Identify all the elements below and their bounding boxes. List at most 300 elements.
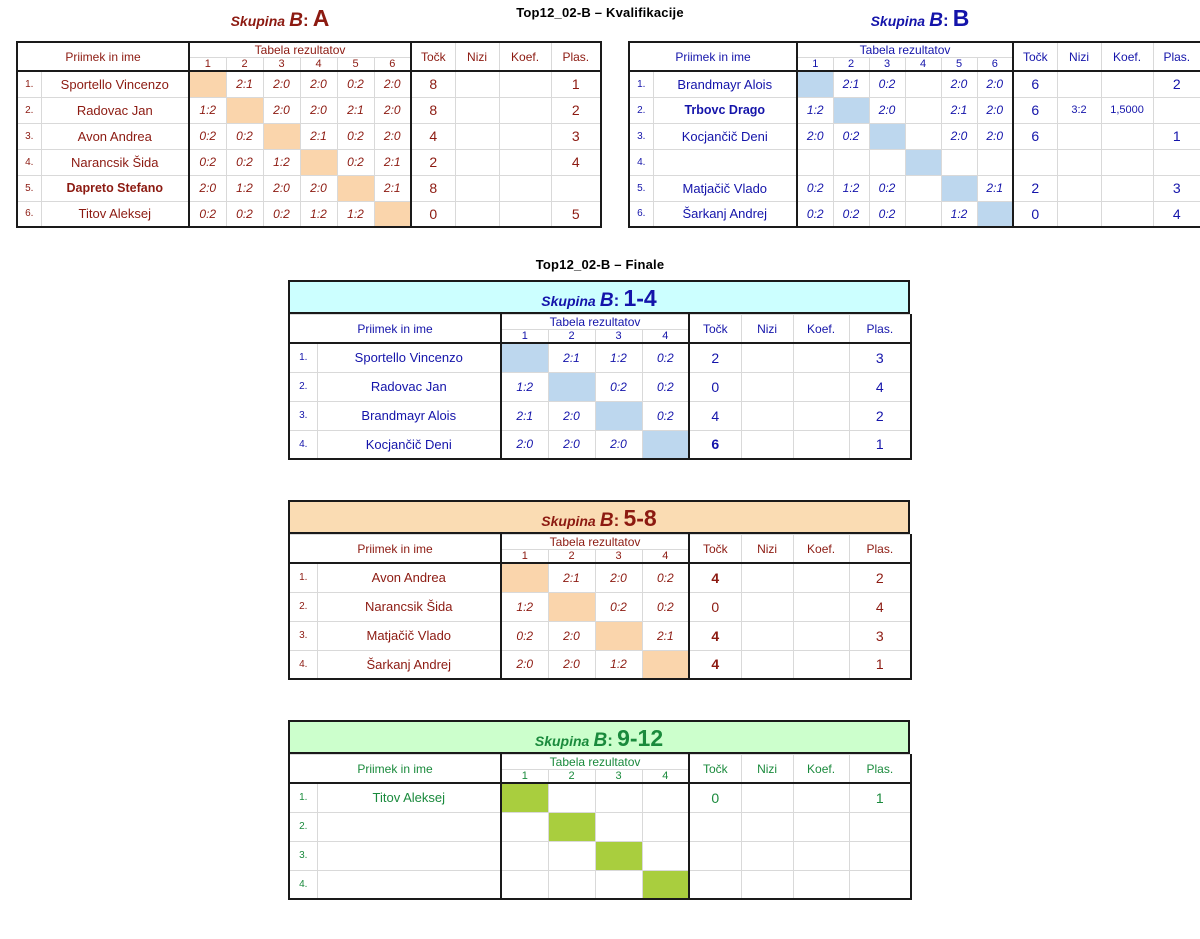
- coef-value: [499, 175, 551, 201]
- sets-value: [741, 650, 793, 679]
- col-num-2: 2: [548, 550, 595, 564]
- rank-value: 5: [551, 201, 601, 227]
- coef-value: [499, 97, 551, 123]
- score-cell: [869, 149, 905, 175]
- score-cell: 2:1: [501, 401, 548, 430]
- player-name: Titov Aleksej: [41, 201, 189, 227]
- sets-value: [455, 149, 499, 175]
- table-row[interactable]: [289, 783, 911, 812]
- points-value: 6: [689, 430, 741, 459]
- score-cell: 1:2: [189, 97, 226, 123]
- col-header-coef: Koef.: [499, 42, 551, 71]
- col-num-3: 3: [263, 58, 300, 72]
- finale-9-12-colon: :: [607, 731, 613, 750]
- points-value: 4: [689, 563, 741, 592]
- score-cell: 0:2: [797, 175, 833, 201]
- col-num-1: 1: [501, 330, 548, 344]
- score-cell: 0:2: [833, 123, 869, 149]
- score-cell: 2:0: [501, 430, 548, 459]
- score-cell: 2:0: [374, 97, 411, 123]
- col-num-4: 4: [642, 770, 689, 784]
- player-name: Brandmayr Alois: [653, 71, 797, 97]
- rank-value: 2: [1153, 71, 1200, 97]
- row-index: 6.: [17, 201, 41, 227]
- col-num-2: 2: [833, 58, 869, 72]
- points-value: 0: [411, 201, 455, 227]
- score-cell: 2:0: [548, 621, 595, 650]
- row-index: 2.: [289, 592, 317, 621]
- col-header-points: Točk: [411, 42, 455, 71]
- score-cell: 1:2: [797, 97, 833, 123]
- col-header-results: Tabela rezultatov: [797, 42, 1013, 58]
- sets-value: [741, 430, 793, 459]
- col-num-1: 1: [797, 58, 833, 72]
- score-cell: 2:1: [548, 343, 595, 372]
- col-header-coef: Koef.: [793, 535, 849, 564]
- group-a-title-value: A: [312, 5, 330, 31]
- player-name: Dapreto Stefano: [41, 175, 189, 201]
- col-header-points: Točk: [1013, 42, 1057, 71]
- diagonal-cell: [595, 841, 642, 870]
- player-name: [317, 812, 501, 841]
- score-cell: 2:1: [941, 97, 977, 123]
- player-name: Narancsik Šida: [317, 592, 501, 621]
- score-cell: [941, 149, 977, 175]
- table-row[interactable]: [629, 175, 1200, 201]
- score-cell: [595, 870, 642, 899]
- qualification-table-b-wrap: [628, 41, 1200, 228]
- table-row[interactable]: [289, 430, 911, 459]
- col-header-sets: Nizi: [455, 42, 499, 71]
- finale-9-12-table: [288, 754, 912, 900]
- score-cell: [548, 783, 595, 812]
- table-row[interactable]: [629, 97, 1200, 123]
- finale-9-12-wrap: [288, 720, 912, 900]
- sets-value: [1057, 175, 1101, 201]
- score-cell: 0:2: [595, 372, 642, 401]
- score-cell: 1:2: [501, 592, 548, 621]
- table-row[interactable]: [289, 812, 911, 841]
- qualification-table-a: [16, 41, 602, 228]
- row-index: 4.: [289, 430, 317, 459]
- score-cell: [642, 841, 689, 870]
- score-cell: 2:0: [374, 123, 411, 149]
- col-header-name: Priimek in ime: [629, 42, 797, 71]
- score-cell: 0:2: [337, 123, 374, 149]
- rank-value: [849, 841, 911, 870]
- score-cell: 0:2: [189, 149, 226, 175]
- diagonal-cell: [905, 149, 941, 175]
- sets-value: [1057, 71, 1101, 97]
- score-cell: [905, 123, 941, 149]
- qualification-table-b-head: [629, 42, 1200, 71]
- row-index: 4.: [289, 650, 317, 679]
- diagonal-cell: [226, 97, 263, 123]
- finale-1-4-colon: :: [613, 291, 620, 310]
- diagonal-cell: [548, 372, 595, 401]
- sets-value: [741, 621, 793, 650]
- table-row[interactable]: [17, 201, 601, 227]
- score-cell: 0:2: [642, 401, 689, 430]
- table-row[interactable]: [17, 97, 601, 123]
- col-header-sets: Nizi: [741, 535, 793, 564]
- group-b-colon: :: [942, 11, 949, 30]
- score-cell: 2:0: [977, 71, 1013, 97]
- score-cell: 2:0: [977, 97, 1013, 123]
- group-a-group-letter: B: [289, 10, 303, 31]
- table-row[interactable]: [289, 870, 911, 899]
- qualification-table-a-head: [17, 42, 601, 71]
- coef-value: [793, 650, 849, 679]
- score-cell: 1:2: [595, 343, 642, 372]
- sets-value: [455, 175, 499, 201]
- table-row[interactable]: [289, 343, 911, 372]
- row-index: 1.: [289, 343, 317, 372]
- player-name: [653, 149, 797, 175]
- rank-value: 1: [849, 650, 911, 679]
- col-num-5: 5: [337, 58, 374, 72]
- points-value: 8: [411, 71, 455, 97]
- coef-value: [793, 621, 849, 650]
- col-header-results: Tabela rezultatov: [189, 42, 411, 58]
- score-cell: 2:0: [548, 430, 595, 459]
- header-row-top: [289, 315, 911, 330]
- sets-value: [741, 343, 793, 372]
- rank-value: 3: [849, 343, 911, 372]
- col-num-6: 6: [977, 58, 1013, 72]
- col-num-4: 4: [642, 330, 689, 344]
- score-cell: [501, 870, 548, 899]
- finale-1-4-head: [289, 315, 911, 344]
- score-cell: 1:2: [501, 372, 548, 401]
- player-name: Trbovc Drago: [653, 97, 797, 123]
- finale-5-8-group-letter: B: [599, 510, 614, 531]
- score-cell: [833, 149, 869, 175]
- rank-value: [1153, 97, 1200, 123]
- diagonal-cell: [642, 650, 689, 679]
- player-name: Avon Andrea: [41, 123, 189, 149]
- score-cell: 2:0: [595, 563, 642, 592]
- score-cell: 2:0: [941, 71, 977, 97]
- sets-value: [741, 870, 793, 899]
- rank-value: 1: [849, 783, 911, 812]
- col-num-3: 3: [595, 330, 642, 344]
- coef-value: [1101, 175, 1153, 201]
- rank-value: 2: [849, 401, 911, 430]
- score-cell: 2:0: [263, 175, 300, 201]
- score-cell: 2:1: [548, 563, 595, 592]
- col-header-name: Priimek in ime: [289, 755, 501, 784]
- row-index: 2.: [17, 97, 41, 123]
- coef-value: [499, 71, 551, 97]
- score-cell: 2:1: [374, 149, 411, 175]
- header-row-top: [289, 535, 911, 550]
- col-header-sets: Nizi: [741, 755, 793, 784]
- finale-1-4-title-value: 1-4: [623, 285, 657, 311]
- score-cell: 0:2: [226, 149, 263, 175]
- sets-value: [1057, 149, 1101, 175]
- coef-value: [793, 841, 849, 870]
- score-cell: 0:2: [189, 201, 226, 227]
- rank-value: 4: [1153, 201, 1200, 227]
- rank-value: [1153, 149, 1200, 175]
- row-index: 3.: [289, 621, 317, 650]
- group-a-colon: :: [302, 11, 309, 30]
- finale-1-4-bar: [288, 280, 910, 314]
- score-cell: 2:1: [337, 97, 374, 123]
- score-cell: 1:2: [833, 175, 869, 201]
- score-cell: 2:1: [300, 123, 337, 149]
- table-row[interactable]: [289, 563, 911, 592]
- coef-value: [793, 812, 849, 841]
- col-num-4: 4: [905, 58, 941, 72]
- row-index: 4.: [629, 149, 653, 175]
- score-cell: [595, 783, 642, 812]
- coef-value: [499, 123, 551, 149]
- group-b-title-value: B: [952, 5, 970, 31]
- score-cell: 0:2: [642, 372, 689, 401]
- row-index: 2.: [289, 812, 317, 841]
- rank-value: 2: [551, 97, 601, 123]
- points-value: 6: [1013, 97, 1057, 123]
- table-row[interactable]: [289, 372, 911, 401]
- finale-5-8-wrap: [288, 500, 912, 680]
- sets-value: [455, 97, 499, 123]
- col-header-coef: Koef.: [1101, 42, 1153, 71]
- score-cell: 2:1: [642, 621, 689, 650]
- col-header-name: Priimek in ime: [289, 315, 501, 344]
- finale-1-4-group-letter: B: [599, 290, 614, 311]
- sets-value: [741, 401, 793, 430]
- finale-9-12-title-value: 9-12: [617, 725, 664, 751]
- col-num-6: 6: [374, 58, 411, 72]
- diagonal-cell: [595, 401, 642, 430]
- score-cell: [905, 201, 941, 227]
- score-cell: 1:2: [226, 175, 263, 201]
- col-num-4: 4: [300, 58, 337, 72]
- points-value: 0: [689, 783, 741, 812]
- player-name: Avon Andrea: [317, 563, 501, 592]
- finale-9-12-bar: [288, 720, 910, 754]
- row-index: 1.: [289, 563, 317, 592]
- points-value: 2: [411, 149, 455, 175]
- table-row[interactable]: [289, 841, 911, 870]
- group-b-group-letter: B: [929, 10, 943, 31]
- row-index: 4.: [17, 149, 41, 175]
- score-cell: 0:2: [189, 123, 226, 149]
- coef-value: [793, 430, 849, 459]
- table-row[interactable]: [17, 175, 601, 201]
- header-row-top: [17, 42, 601, 58]
- col-header-rank: Plas.: [849, 755, 911, 784]
- finale-1-4-table: [288, 314, 912, 460]
- diagonal-cell: [189, 71, 226, 97]
- score-cell: 0:2: [263, 201, 300, 227]
- table-row[interactable]: [629, 71, 1200, 97]
- table-row[interactable]: [17, 123, 601, 149]
- header-row-top: [289, 755, 911, 770]
- qualification-table-a-body: [17, 71, 601, 227]
- score-cell: [501, 841, 548, 870]
- table-row[interactable]: [289, 650, 911, 679]
- sets-value: [741, 592, 793, 621]
- score-cell: 2:0: [797, 123, 833, 149]
- col-num-1: 1: [189, 58, 226, 72]
- diagonal-cell: [869, 123, 905, 149]
- score-cell: [642, 812, 689, 841]
- diagonal-cell: [300, 149, 337, 175]
- score-cell: [905, 97, 941, 123]
- col-num-3: 3: [869, 58, 905, 72]
- player-name: Šarkanj Andrej: [317, 650, 501, 679]
- coef-value: [793, 592, 849, 621]
- score-cell: 0:2: [869, 71, 905, 97]
- player-name: Šarkanj Andrej: [653, 201, 797, 227]
- score-cell: 2:0: [869, 97, 905, 123]
- row-index: 4.: [289, 870, 317, 899]
- coef-value: 1,5000: [1101, 97, 1153, 123]
- col-header-rank: Plas.: [849, 535, 911, 564]
- table-row[interactable]: [289, 401, 911, 430]
- group-a-caption: [40, 5, 520, 32]
- score-cell: 1:2: [595, 650, 642, 679]
- score-cell: 1:2: [263, 149, 300, 175]
- col-num-1: 1: [501, 550, 548, 564]
- col-header-name: Priimek in ime: [17, 42, 189, 71]
- col-num-2: 2: [548, 330, 595, 344]
- coef-value: [793, 372, 849, 401]
- col-header-coef: Koef.: [793, 315, 849, 344]
- sets-value: [741, 841, 793, 870]
- score-cell: 0:2: [869, 201, 905, 227]
- finale-1-4-wrap: [288, 280, 912, 460]
- score-cell: 1:2: [300, 201, 337, 227]
- col-header-name: Priimek in ime: [289, 535, 501, 564]
- col-header-coef: Koef.: [793, 755, 849, 784]
- coef-value: [1101, 149, 1153, 175]
- diagonal-cell: [797, 71, 833, 97]
- finale-9-12-group-letter: B: [593, 730, 608, 751]
- sets-value: [741, 812, 793, 841]
- qualification-page-title: Top12_02-B – Kvalifikacije: [516, 5, 684, 20]
- player-name: Radovac Jan: [317, 372, 501, 401]
- points-value: 4: [689, 650, 741, 679]
- score-cell: [595, 812, 642, 841]
- score-cell: 2:1: [833, 71, 869, 97]
- rank-value: 3: [551, 123, 601, 149]
- points-value: [689, 870, 741, 899]
- score-cell: 2:0: [548, 650, 595, 679]
- col-header-sets: Nizi: [1057, 42, 1101, 71]
- table-row[interactable]: [17, 149, 601, 175]
- score-cell: 0:2: [337, 149, 374, 175]
- score-cell: 0:2: [226, 201, 263, 227]
- finale-5-8-bar: [288, 500, 910, 534]
- row-index: 3.: [17, 123, 41, 149]
- score-cell: 2:1: [977, 175, 1013, 201]
- finale-9-12-body: [289, 783, 911, 899]
- score-cell: [797, 149, 833, 175]
- table-row[interactable]: [289, 621, 911, 650]
- sets-value: [1057, 123, 1101, 149]
- player-name: Matjačič Vlado: [653, 175, 797, 201]
- score-cell: 0:2: [642, 592, 689, 621]
- score-cell: 0:2: [797, 201, 833, 227]
- row-index: 1.: [17, 71, 41, 97]
- player-name: Brandmayr Alois: [317, 401, 501, 430]
- col-header-results: Tabela rezultatov: [501, 755, 689, 770]
- player-name: Matjačič Vlado: [317, 621, 501, 650]
- coef-value: [499, 149, 551, 175]
- score-cell: 0:2: [337, 71, 374, 97]
- col-num-5: 5: [941, 58, 977, 72]
- diagonal-cell: [374, 201, 411, 227]
- score-cell: 2:0: [374, 71, 411, 97]
- diagonal-cell: [642, 430, 689, 459]
- sets-value: 3:2: [1057, 97, 1101, 123]
- points-value: 8: [411, 97, 455, 123]
- player-name: [317, 870, 501, 899]
- col-header-points: Točk: [689, 755, 741, 784]
- score-cell: [977, 149, 1013, 175]
- score-cell: 1:2: [337, 201, 374, 227]
- score-cell: 0:2: [642, 563, 689, 592]
- score-cell: [905, 71, 941, 97]
- points-value: 0: [1013, 201, 1057, 227]
- points-value: 0: [689, 592, 741, 621]
- table-row[interactable]: [629, 149, 1200, 175]
- player-name: Kocjančič Deni: [653, 123, 797, 149]
- col-header-results: Tabela rezultatov: [501, 315, 689, 330]
- diagonal-cell: [548, 592, 595, 621]
- col-header-points: Točk: [689, 315, 741, 344]
- score-cell: 2:0: [263, 97, 300, 123]
- score-cell: 2:0: [501, 650, 548, 679]
- row-index: 2.: [629, 97, 653, 123]
- points-value: [1013, 149, 1057, 175]
- group-b-skupina-word: Skupina: [870, 13, 926, 29]
- diagonal-cell: [501, 783, 548, 812]
- player-name: Sportello Vincenzo: [317, 343, 501, 372]
- table-row[interactable]: [629, 123, 1200, 149]
- score-cell: 2:1: [226, 71, 263, 97]
- score-cell: 0:2: [226, 123, 263, 149]
- score-cell: 2:0: [300, 97, 337, 123]
- row-index: 3.: [629, 123, 653, 149]
- player-name: Radovac Jan: [41, 97, 189, 123]
- points-value: 6: [1013, 71, 1057, 97]
- score-cell: 2:0: [263, 71, 300, 97]
- table-row[interactable]: [289, 592, 911, 621]
- table-row[interactable]: [629, 201, 1200, 227]
- row-index: 3.: [289, 841, 317, 870]
- score-cell: [548, 841, 595, 870]
- row-index: 2.: [289, 372, 317, 401]
- player-name: Sportello Vincenzo: [41, 71, 189, 97]
- qualification-table-b: [628, 41, 1200, 228]
- finale-5-8-body: [289, 563, 911, 679]
- points-value: 6: [1013, 123, 1057, 149]
- sets-value: [455, 201, 499, 227]
- row-index: 1.: [289, 783, 317, 812]
- diagonal-cell: [977, 201, 1013, 227]
- table-row[interactable]: [17, 71, 601, 97]
- col-header-points: Točk: [689, 535, 741, 564]
- diagonal-cell: [337, 175, 374, 201]
- diagonal-cell: [548, 812, 595, 841]
- rank-value: 3: [849, 621, 911, 650]
- score-cell: 1:2: [941, 201, 977, 227]
